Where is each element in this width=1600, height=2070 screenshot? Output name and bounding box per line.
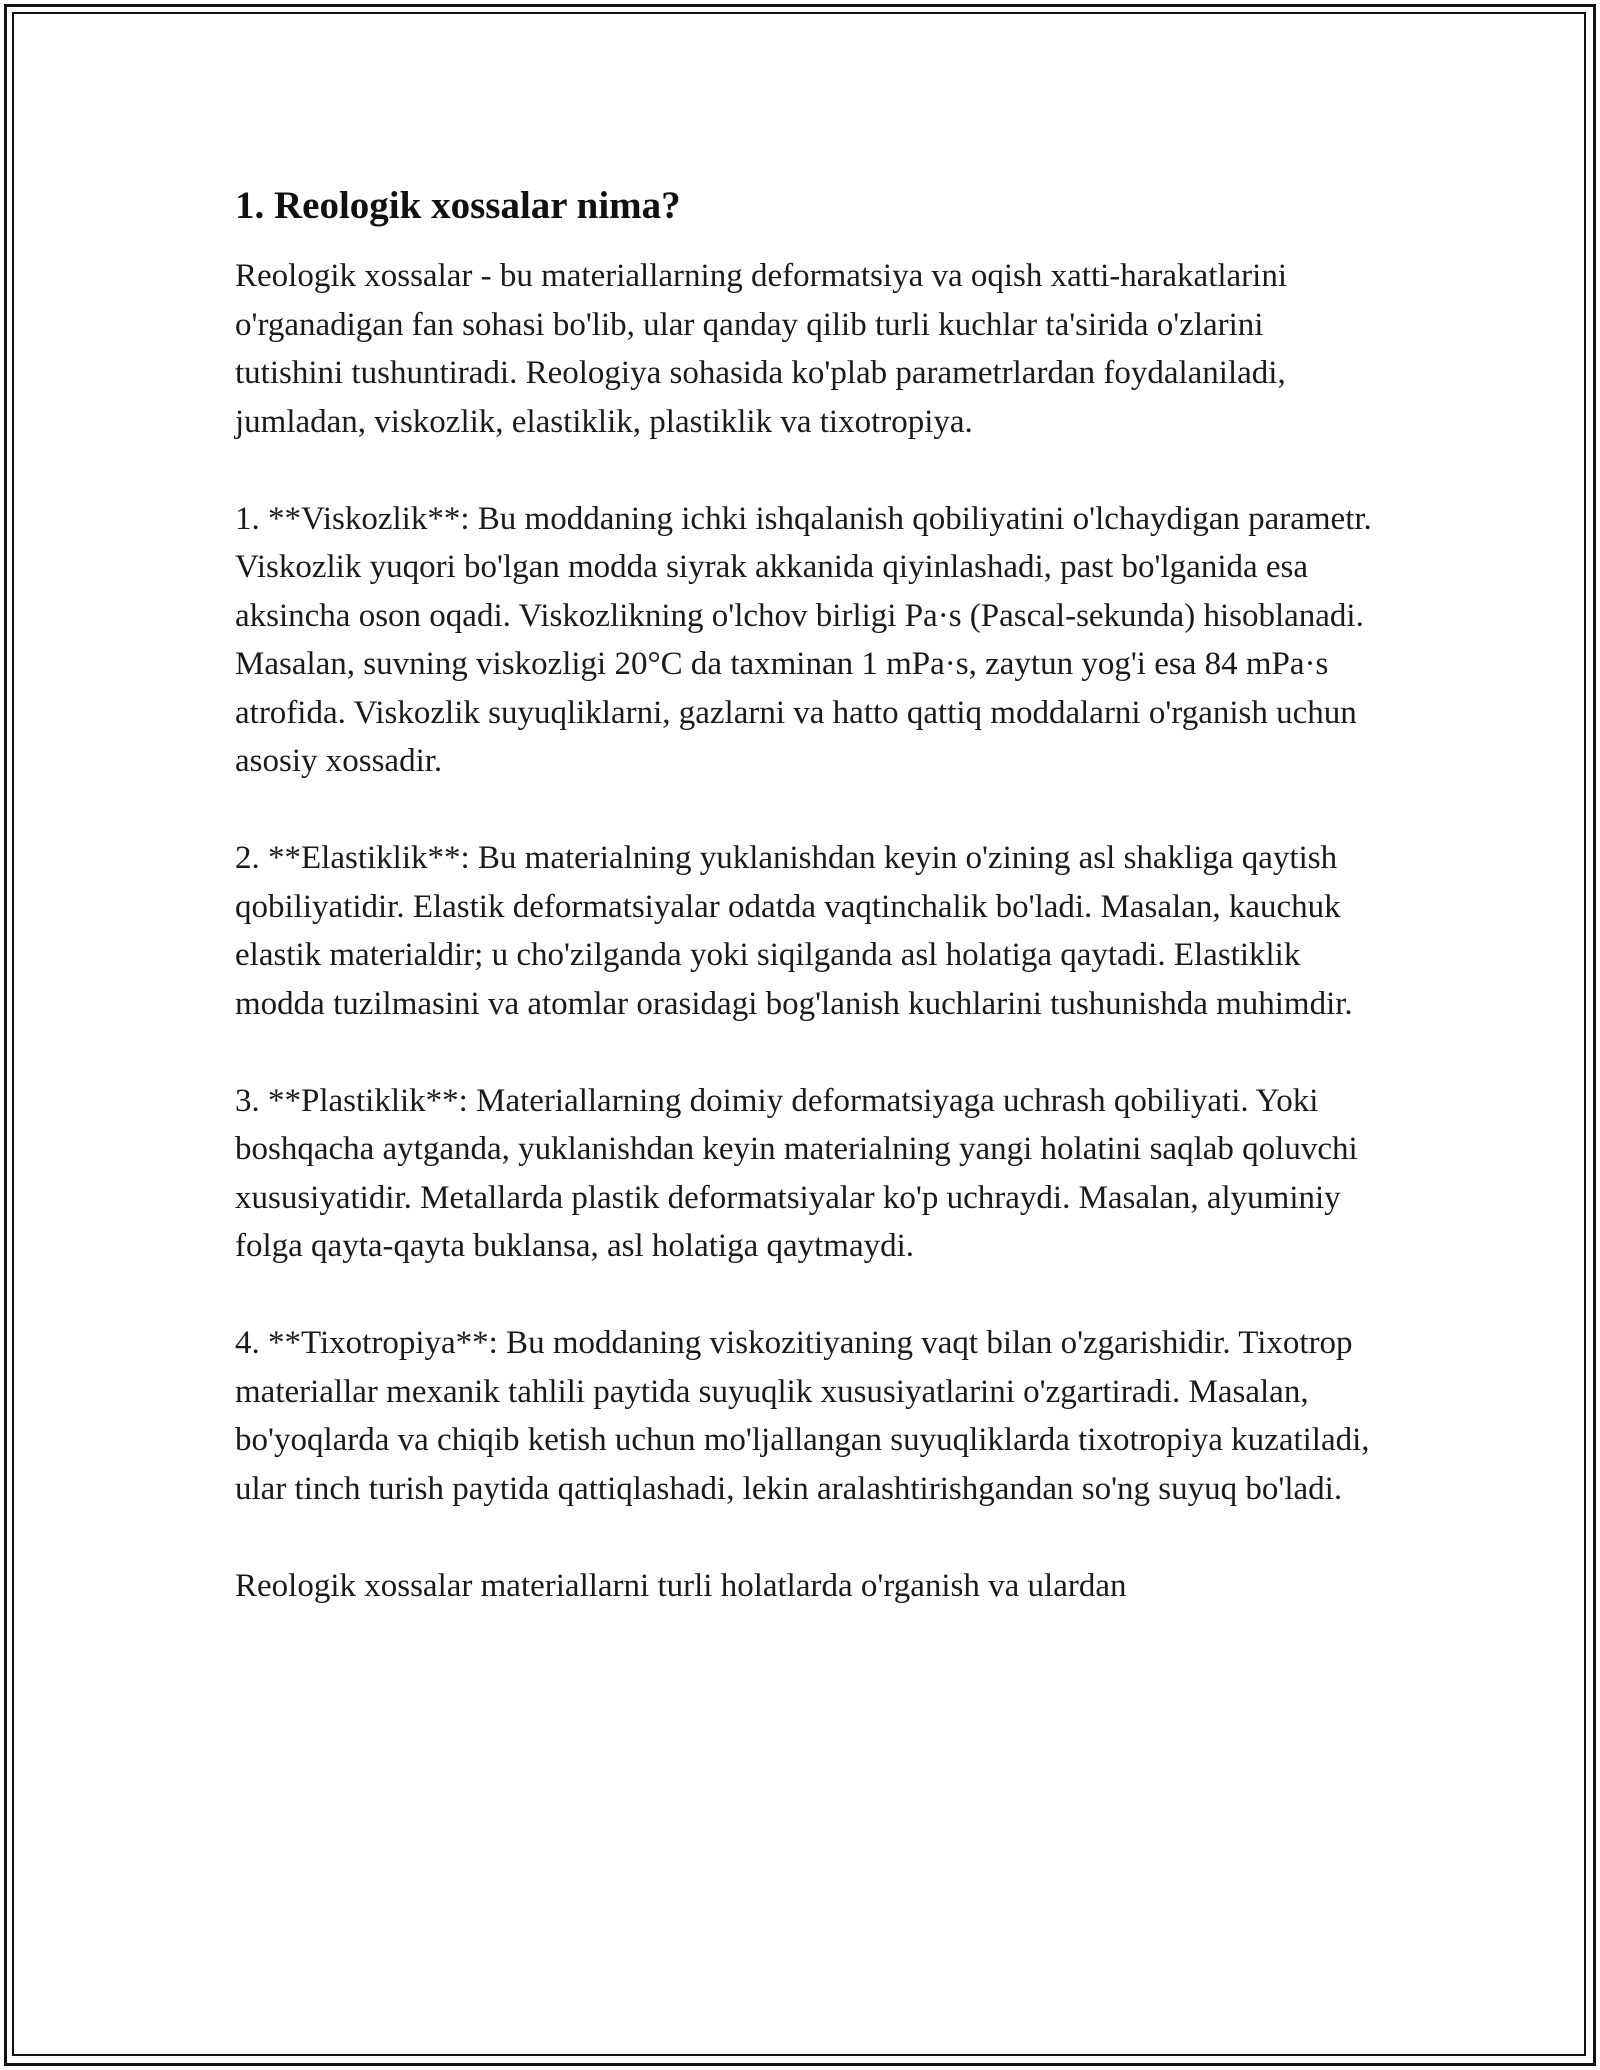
viscosity-paragraph: 1. **Viskozlik**: Bu moddaning ichki ishqalanish qobiliyatini o'lchaydigan parametr. Viskozlik yuqori bo'lgan modda siyrak akkanida qiyinlashadi, past bo'lganida esa aksincha oson oqadi. Viskozlikning o'lchov birligi Pa·s (Pascal-sekunda) hisoblanadi. Masalan, suvning viskozligi 20°C da taxminan 1 mPa·s, zaytun yog'i esa 84 mPa·s atrofida. Viskozlik suyuqliklarni, gazlarni va hatto qattiq moddalarni o'rganish uchun asosiy xossadir.: [235, 500, 1372, 779]
thixotropy-paragraph: 4. **Tixotropiya**: Bu moddaning viskozitiyaning vaqt bilan o'zgarishidir. Tixotrop materiallar mexanik tahlili paytida suyuqlik xususiyatlarini o'zgartiradi. Masalan, bo'yoqlarda va chiqib ketish uchun mo'ljallangan suyuqliklarda tixotropiya kuzatiladi, ular tinch turish paytida qattiqlashadi, lekin aralashtirishgandan so'ng suyuq bo'ladi.: [235, 1325, 1370, 1507]
document-body: [235, 182, 1375, 1659]
closing-paragraph: Reologik xossalar materiallarni turli holatlarda o'rganish va ulardan: [235, 1567, 1127, 1604]
intro-paragraph: Reologik xossalar - bu materiallarning deformatsiya va oqish xatti-harakatlarini o'rganadigan fan sohasi bo'lib, ular qanday qilib turli kuchlar ta'sirida o'zlarini tutishini tushuntiradi. Reologiya sohasida ko'plab parametrlardan foydalaniladi, jumladan, viskozlik, elastiklik, plastiklik va tixotropiya.: [235, 258, 1288, 440]
elasticity-paragraph: 2. **Elastiklik**: Bu materialning yuklanishdan keyin o'zining asl shakliga qaytish qobiliyatidir. Elastik deformatsiyalar odatda vaqtinchalik bo'ladi. Masalan, kauchuk elastik materialdir; u cho'zilganda yoki siqilganda asl holatiga qaytadi. Elastiklik modda tuzilmasini va atomlar orasidagi bog'lanish kuchlarini tushunishda muhimdir.: [235, 840, 1353, 1022]
document-title: 1. Reologik xossalar nima?: [235, 184, 681, 227]
plasticity-paragraph: 3. **Plastiklik**: Materiallarning doimiy deformatsiyaga uchrash qobiliyati. Yoki boshqacha aytganda, yuklanishdan keyin materialning yangi holatini saqlab qoluvchi xususiyatidir. Metallarda plastik deformatsiyalar ko'p uchraydi. Masalan, alyuminiy folga qayta-qayta buklansa, asl holatiga qaytmaydi.: [235, 1082, 1358, 1264]
